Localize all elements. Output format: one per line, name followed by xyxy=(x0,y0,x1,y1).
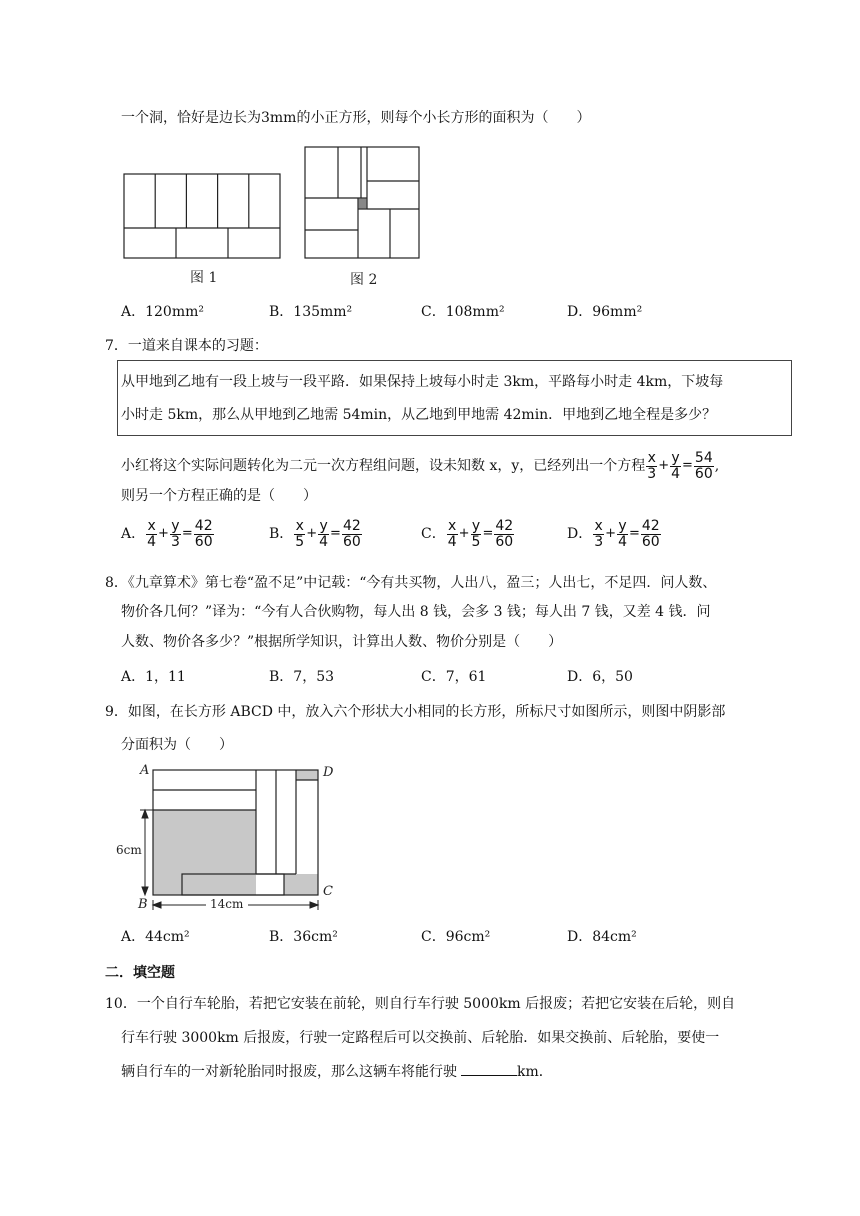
q9-height-label: 6cm xyxy=(116,843,142,857)
q6-option-c: C．108mm² xyxy=(421,304,505,320)
q10-answer-blank[interactable] xyxy=(461,1061,517,1076)
section-title-fill-in: 二．填空题 xyxy=(105,965,175,981)
q9-line-1: 9．如图，在长方形 ABCD 中，放入六个形状大小相同的长方形，所标尺寸如图所示，则图中阴影部 xyxy=(105,704,726,720)
q10-unit: km． xyxy=(517,1064,553,1080)
q9-label-a: A xyxy=(140,763,150,778)
q8-option-a: A．1，11 xyxy=(121,669,186,685)
q9-label-d: D xyxy=(323,765,334,780)
q9-option-b: B．36cm² xyxy=(269,929,338,945)
q7-given-frac-rhs: $\frac{54}{60}$ xyxy=(694,449,713,482)
q7-option-b: B． $\frac{x}{5}$ + $\frac{y}{4}$ = $\frac{42}{60}$ xyxy=(269,517,361,550)
q9-label-c: C xyxy=(323,884,333,899)
q9-option-a: A．44cm² xyxy=(121,929,190,945)
q6-figure-2 xyxy=(300,142,426,292)
q8-option-b: B．7，53 xyxy=(269,669,335,685)
q9-line-2: 分面积为（ ） xyxy=(121,737,233,753)
q7-convert-text: 小红将这个实际问题转化为二元一次方程组问题，设未知数 x，y，已经列出一个方程 xyxy=(121,458,646,474)
q10-line-3-text: 辆自行车的一对新轮胎同时报废，那么这辆车将能行驶 xyxy=(121,1064,457,1080)
q9-shaded-region-top-right xyxy=(296,770,318,780)
q10-line-3 xyxy=(121,1061,553,1082)
q6-option-b: B．135mm² xyxy=(269,304,353,320)
q6-figure-2-hole xyxy=(358,198,367,209)
q7-option-d: D． $\frac{x}{3}$ + $\frac{y}{4}$ = $\frac{42}{60}$ xyxy=(567,517,660,550)
q9-option-c: C．96cm² xyxy=(421,929,491,945)
q8-option-c: C．7，61 xyxy=(421,669,487,685)
q9-option-d: D．84cm² xyxy=(567,929,637,945)
q10-line-1: 10．一个自行车轮胎，若把它安装在前轮，则自行车行驶 5000km 后报废；若把它安装在后轮，则自 xyxy=(105,996,736,1012)
q7-ask: 则另一个方程正确的是（ ） xyxy=(121,488,317,504)
q6-option-a: A．120mm² xyxy=(121,304,204,320)
q6-option-d: D．96mm² xyxy=(567,304,643,320)
q8-option-d: D．6，50 xyxy=(567,669,633,685)
q6-figure-1-label: 图 1 xyxy=(190,270,218,286)
q7-given-frac-y: $\frac{y}{4}$ xyxy=(671,449,681,482)
q7-given-plus: + xyxy=(658,458,670,473)
q6-figure-1 xyxy=(120,170,288,292)
q7-box-line-1: 从甲地到乙地有一段上坡与一段平路．如果保持上坡每小时走 3km，平路每小时走 4km，下坡每 xyxy=(121,374,724,390)
q7-option-c: C． $\frac{x}{4}$ + $\frac{y}{5}$ = $\frac{42}{60}$ xyxy=(421,517,514,550)
q7-given-equals: = xyxy=(682,458,693,473)
q7-convert-line: 小红将这个实际问题转化为二元一次方程组问题，设未知数 x，y，已经列出一个方程 $\frac{x}{3}$ + $\frac{y}{4}$ = $\frac{54}{60}$ , xyxy=(121,449,720,482)
q6-figure-2-label: 图 2 xyxy=(350,272,378,288)
q9-label-b: B xyxy=(138,897,148,912)
q6-stem: 一个洞，恰好是边长为3mm的小正方形，则每个小长方形的面积为（ ） xyxy=(121,110,591,126)
q9-width-label: 14cm xyxy=(210,897,244,911)
q8-line-1: 8．《九章算术》第七卷“盈不足”中记载：“今有共买物，人出八，盈三；人出七，不足四．问人数、 xyxy=(105,575,717,591)
q10-line-2: 行车行驶 3000km 后报废，行驶一定路程后可以交换前、后轮胎．如果交换前、后轮胎，要使一 xyxy=(121,1030,720,1046)
q7-box-line-2: 小时走 5km，那么从甲地到乙地需 54min，从乙地到甲地需 42min．甲地到乙地全程是多少？ xyxy=(121,407,717,423)
q9-figure xyxy=(112,760,342,918)
q9-shaded-region-left xyxy=(153,810,256,895)
q8-line-2: 物价各几何？”译为：“今有人合伙购物，每人出 8 钱，会多 3 钱；每人出 7 钱，又差 4 钱．问 xyxy=(121,604,711,620)
q8-line-3: 人数、物价各多少？”根据所学知识，计算出人数、物价分别是（ ） xyxy=(121,634,563,650)
q9-shaded-region-bottom-right xyxy=(284,874,318,895)
q7-intro: 7．一道来自课本的习题： xyxy=(105,338,268,354)
q7-given-frac-x: $\frac{x}{3}$ xyxy=(647,449,657,482)
q7-option-a: A． $\frac{x}{4}$ + $\frac{y}{3}$ = $\frac{42}{60}$ xyxy=(121,517,213,550)
